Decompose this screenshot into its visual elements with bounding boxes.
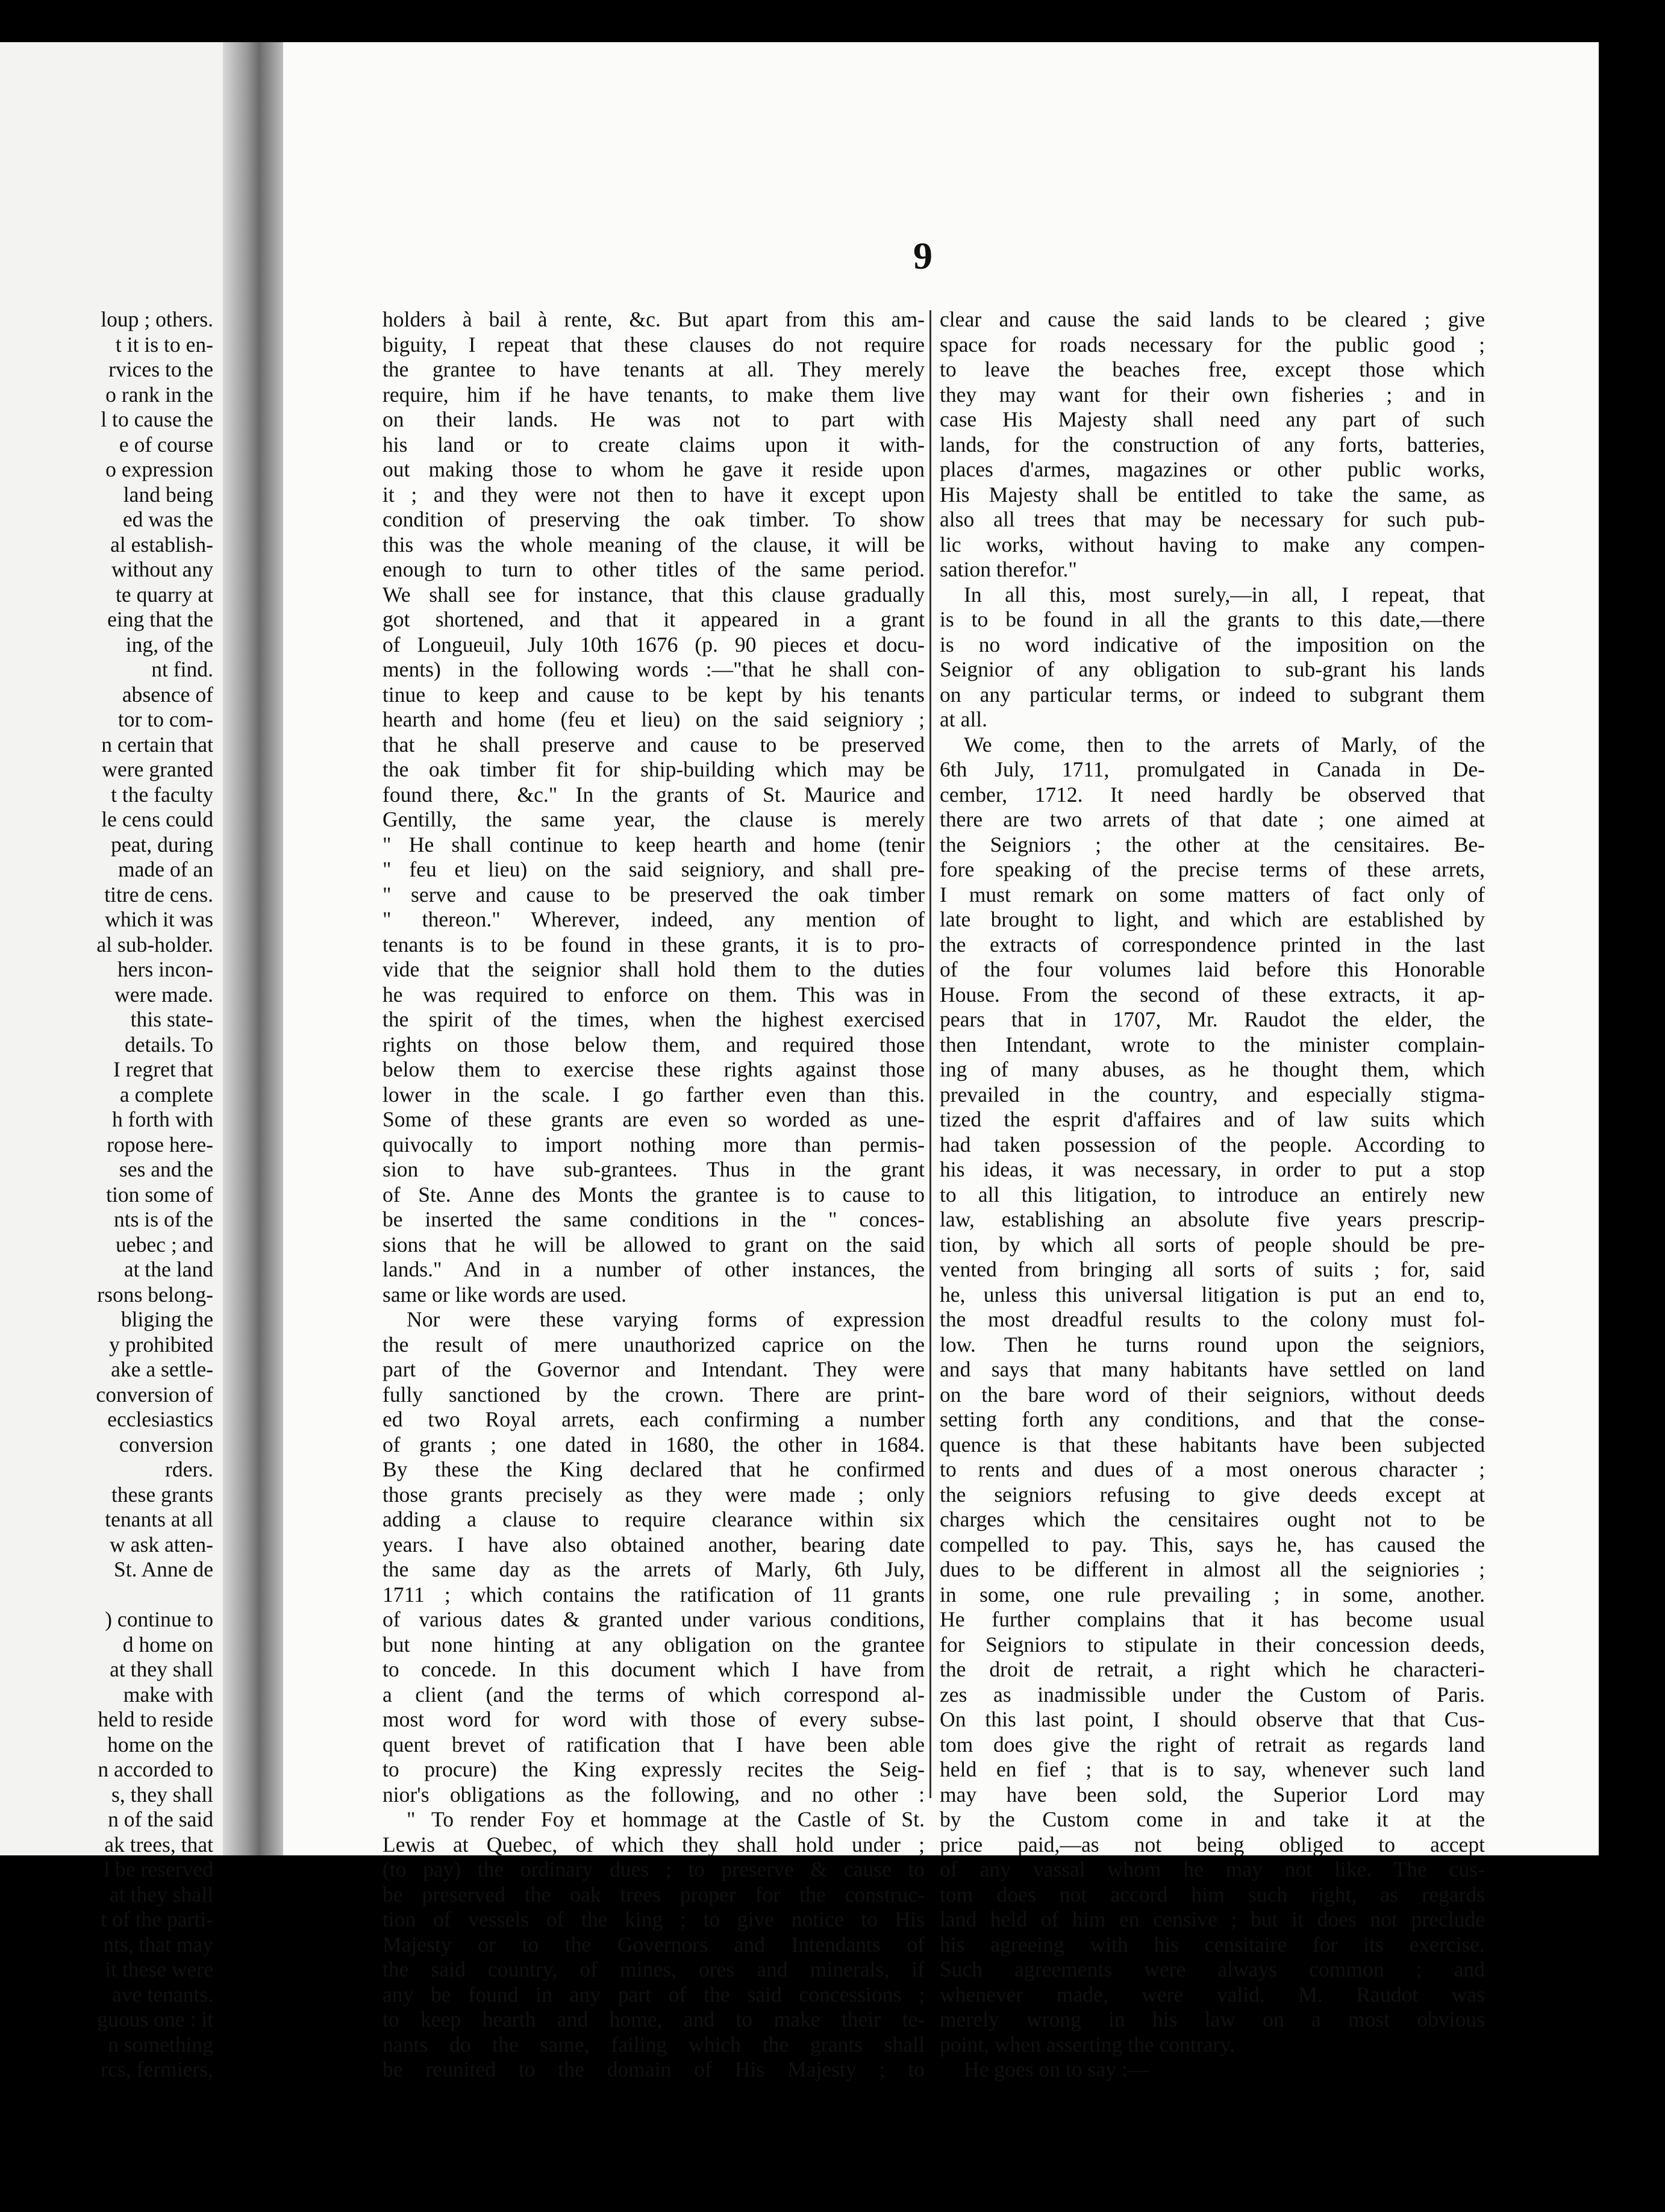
text-line: be preserved the oak trees proper for the construc- — [383, 1882, 925, 1907]
text-line: the result of mere unauthorized caprice on the — [383, 1332, 925, 1357]
previous-page-fragment — [0, 42, 223, 2081]
fragment-line: n something — [108, 2032, 213, 2057]
fragment-line: t it is to en- — [115, 332, 213, 357]
fragment-line: e of course — [119, 432, 213, 457]
text-line: space for roads necessary for the public good ; — [940, 332, 1485, 357]
fragment-line: nts, that may — [103, 1932, 213, 1957]
text-line: tion, by which all sorts of people should be pre- — [940, 1232, 1485, 1257]
text-line: Some of these grants are even so worded as une- — [383, 1107, 925, 1131]
text-line: ed two Royal arrets, each confirming a number — [383, 1407, 925, 1431]
text-line: vented from bringing all sorts of suits ; for, said — [940, 1257, 1485, 1281]
text-line: price paid,—as not being obliged to accept — [940, 1832, 1485, 1857]
fragment-line: hers incon- — [117, 957, 213, 981]
text-line: His Majesty shall be entitled to take the same, as — [940, 482, 1485, 507]
fragment-line: made of an — [117, 857, 213, 881]
fragment-line: w ask atten- — [110, 1532, 213, 1557]
text-line: lower in the scale. I go farther even than this. — [383, 1082, 925, 1107]
text-line: holders à bail à rente, &c. But apart from this am- — [383, 307, 925, 331]
text-line: biguity, I repeat that these clauses do not require — [383, 332, 925, 357]
text-line: sation therefor." — [940, 557, 1077, 581]
text-line: at all. — [940, 707, 988, 731]
text-line: is to be found in all the grants to this date,—there — [940, 607, 1485, 631]
text-line: but none hinting at any obligation on the grantee — [383, 1632, 925, 1657]
text-line: on the bare word of their seigniors, without deeds — [940, 1382, 1485, 1407]
text-line: for Seigniors to stipulate in their concession deeds, — [940, 1632, 1485, 1657]
text-line: found there, &c." In the grants of St. Maurice and — [383, 782, 925, 807]
text-line: out making those to whom he gave it reside upon — [383, 457, 925, 481]
text-line: He further complains that it has become usual — [940, 1607, 1485, 1631]
text-line: tinue to keep and cause to be kept by his tenants — [383, 682, 925, 707]
fragment-line: le cens could — [101, 807, 213, 831]
text-line: 1711 ; which contains the ratification of 11 grants — [383, 1582, 925, 1607]
text-line: ments) in the following words :—"that he shall con- — [383, 657, 925, 681]
fragment-line: land being — [123, 482, 213, 507]
fragment-line: eing that the — [107, 607, 213, 631]
fragment-line: were made. — [114, 982, 213, 1007]
text-line: nior's obligations as the following, and no other : — [383, 1782, 925, 1807]
text-line: places d'armes, magazines or other public works, — [940, 457, 1485, 481]
fragment-line: n accorded to — [98, 1757, 213, 1781]
current-page — [283, 42, 1599, 2081]
text-line: quence is that these habitants have been subjected — [940, 1432, 1485, 1457]
fragment-line: n of the said — [108, 1807, 213, 1831]
text-line: Nor were these varying forms of expression — [407, 1307, 925, 1331]
text-line: to procure) the King expressly recites the Seig- — [383, 1757, 925, 1781]
fragment-line — [0, 1582, 213, 1608]
text-line: condition of preserving the oak timber. To show — [383, 507, 925, 531]
fragment-line: nt find. — [151, 657, 213, 681]
fragment-line: titre de cens. — [104, 882, 213, 907]
text-line: he was required to enforce on them. This was in — [383, 982, 925, 1007]
text-line: of any vassal whom he may not like. The cus- — [940, 1857, 1485, 1881]
fragment-line: ed was the — [122, 507, 213, 531]
fragment-line: o rank in the — [105, 382, 213, 407]
text-line: vide that the seignior shall hold them to the duties — [383, 957, 925, 981]
fragment-line: home on the — [107, 1732, 213, 1757]
text-line: " thereon." Wherever, indeed, any mention of — [383, 907, 925, 931]
fragment-line: s, they shall — [111, 1782, 213, 1807]
fragment-line: rcs, fermiers, — [101, 2057, 213, 2081]
book-gutter — [223, 42, 283, 1855]
fragment-line: tor to com- — [117, 707, 213, 731]
text-line: any be found in any part of the said concessions ; — [383, 1982, 925, 2007]
text-line: held en fief ; that is to say, whenever such land — [940, 1757, 1485, 1781]
fragment-line: d home on — [122, 1632, 213, 1657]
text-line: " He shall continue to keep hearth and home (tenir — [383, 832, 925, 857]
fragment-line: which it was — [105, 907, 213, 931]
fragment-line: peat, during — [111, 832, 213, 857]
text-line: to rents and dues of a most onerous character ; — [940, 1457, 1485, 1481]
text-line: lic works, without having to make any compen- — [940, 532, 1485, 557]
fragment-line: without any — [111, 557, 213, 581]
fragment-line: conversion of — [96, 1382, 213, 1407]
text-line: of various dates & granted under various conditions, — [383, 1607, 925, 1631]
text-line: years. I have also obtained another, bearing date — [383, 1532, 925, 1557]
previous-page-text-column — [0, 307, 213, 2082]
text-column-right — [940, 307, 1485, 2082]
fragment-line: uebec ; and — [116, 1232, 213, 1257]
fragment-line: al sub-holder. — [96, 932, 213, 957]
text-line: tom does not accord him such right, as regards — [940, 1882, 1485, 1907]
text-line: law, establishing an absolute five years prescrip- — [940, 1207, 1485, 1231]
fragment-line: t of the parti- — [101, 1907, 213, 1931]
text-line: his agreeing with his censitaire for its exercise. — [940, 1932, 1485, 1957]
text-line: Gentilly, the same year, the clause is merely — [383, 807, 925, 831]
text-line: then Intendant, wrote to the minister complain- — [940, 1032, 1485, 1057]
fragment-line: absence of — [122, 682, 213, 707]
text-line: below them to exercise these rights against those — [383, 1057, 925, 1081]
fragment-line: ses and the — [119, 1157, 213, 1181]
text-line: be reunited to the domain of His Majesty ; to — [383, 2057, 925, 2081]
fragment-line: te quarry at — [116, 582, 213, 607]
text-line: late brought to light, and which are established by — [940, 907, 1485, 931]
text-line: of Ste. Anne des Monts the grantee is to cause to — [383, 1182, 925, 1207]
fragment-line: t the faculty — [111, 782, 213, 807]
text-line: We come, then to the arrets of Marly, of the — [964, 732, 1485, 757]
text-line: land held of him en censive ; but it does not preclude — [940, 1907, 1485, 1931]
text-line: I must remark on some matters of fact only of — [940, 882, 1485, 907]
fragment-line: ak trees, that — [104, 1832, 213, 1857]
text-line: of the four volumes laid before this Honorable — [940, 957, 1485, 981]
text-line: fore speaking of the precise terms of these arrets, — [940, 857, 1485, 881]
text-line: case His Majesty shall need any part of such — [940, 407, 1485, 431]
text-line: whenever made, were valid. M. Raudot was — [940, 1982, 1485, 2007]
fragment-line: guous one : it — [97, 2007, 213, 2031]
text-line: compelled to pay. This, says he, has caused the — [940, 1532, 1485, 1557]
fragment-line: this state- — [130, 1007, 213, 1031]
fragment-line: bliging the — [120, 1307, 213, 1331]
fragment-line: loup ; others. — [101, 307, 213, 331]
text-line: the same day as the arrets of Marly, 6th July, — [383, 1557, 925, 1581]
fragment-line: held to reside — [98, 1707, 213, 1731]
text-line: the extracts of correspondence printed in the last — [940, 932, 1485, 957]
fragment-line: y prohibited — [109, 1332, 213, 1357]
text-line: in some, one rule prevailing ; in some, another. — [940, 1582, 1485, 1607]
fragment-line: St. Anne de — [113, 1557, 213, 1581]
text-line: the droit de retrait, a right which he characteri- — [940, 1657, 1485, 1681]
text-line: the spirit of the times, when the highest exercised — [383, 1007, 925, 1031]
text-line: they may want for their own fisheries ; and in — [940, 382, 1485, 407]
fragment-line: a complete — [119, 1082, 213, 1107]
text-line: nants do the same, failing which the grants shall — [383, 2032, 925, 2057]
text-line: he, unless this universal litigation is put an end to, — [940, 1282, 1485, 1307]
text-line: setting forth any conditions, and that the conse- — [940, 1407, 1485, 1431]
text-line: House. From the second of these extracts, it ap- — [940, 982, 1485, 1007]
fragment-line: rsons belong- — [97, 1282, 213, 1307]
text-line: his ideas, it was necessary, in order to put a stop — [940, 1157, 1485, 1181]
fragment-line: n certain that — [101, 732, 213, 757]
text-line: it ; and they were not then to have it except upon — [383, 482, 925, 507]
text-line: merely wrong in his law on a most obvious — [940, 2007, 1485, 2031]
text-line: enough to turn to other titles of the same period. — [383, 557, 925, 581]
text-line: the oak timber fit for ship-building which may be — [383, 757, 925, 781]
text-line: point, when asserting the contrary. — [940, 2032, 1235, 2057]
fragment-line: at they shall — [110, 1657, 213, 1681]
text-line: ing of many abuses, as he thought them, which — [940, 1057, 1485, 1081]
text-line: tenants is to be found in these grants, it is to pro- — [383, 932, 925, 957]
text-line: tized the esprit d'affaires and of law suits which — [940, 1107, 1485, 1131]
text-line: Lewis at Quebec, of which they shall hold under ; — [383, 1832, 925, 1857]
text-line: the most dreadful results to the colony must fol- — [940, 1307, 1485, 1331]
text-line: pears that in 1707, Mr. Raudot the elder, the — [940, 1007, 1485, 1031]
text-column-left — [383, 307, 925, 2082]
text-line: tom does give the right of retrait as regards land — [940, 1732, 1485, 1757]
text-line: that he shall preserve and cause to be preserved — [383, 732, 925, 757]
fragment-line: make with — [123, 1682, 213, 1707]
column-divider — [929, 310, 931, 1798]
text-line: by the Custom come in and take it at the — [940, 1807, 1485, 1831]
fragment-line: l to cause the — [101, 407, 213, 431]
text-line: In all this, most surely,—in all, I repeat, that — [964, 582, 1485, 607]
text-line: tion of vessels of the king ; to give notice to His — [383, 1907, 925, 1931]
fragment-line: conversion — [119, 1432, 213, 1457]
text-line: We shall see for instance, that this clause gradually — [383, 582, 925, 607]
page-number: 9 — [913, 234, 932, 277]
text-line: on any particular terms, or indeed to subgrant them — [940, 682, 1485, 707]
fragment-line: these grants — [111, 1482, 213, 1507]
text-line: lands." And in a number of other instances, the — [383, 1257, 925, 1281]
text-line: Majesty or to the Governors and Intendants of — [383, 1932, 925, 1957]
fragment-line: it these were — [105, 1957, 213, 1981]
text-line: of Longueuil, July 10th 1676 (p. 90 pieces et docu- — [383, 632, 925, 657]
text-line: sions that he will be allowed to grant on the said — [383, 1232, 925, 1257]
text-line: zes as inadmissible under the Custom of Paris. — [940, 1682, 1485, 1707]
text-line: require, him if he have tenants, to make them live — [383, 382, 925, 407]
text-line: clear and cause the said lands to be cleared ; give — [940, 307, 1485, 331]
text-line: adding a clause to require clearance within six — [383, 1507, 925, 1531]
text-line: " feu et lieu) on the said seigniory, and shall pre- — [383, 857, 925, 881]
text-line: to leave the beaches free, except those which — [940, 357, 1485, 381]
text-line: By these the King declared that he confirmed — [383, 1457, 925, 1481]
text-line: be inserted the same conditions in the " conces- — [383, 1207, 925, 1231]
fragment-line: tenants at all — [105, 1507, 213, 1531]
text-line: got shortened, and that it appeared in a grant — [383, 607, 925, 631]
text-line: also all trees that may be necessary for such pub- — [940, 507, 1485, 531]
text-line: to keep hearth and home, and to make their te- — [383, 2007, 925, 2031]
text-line: hearth and home (feu et lieu) on the said seigniory ; — [383, 707, 925, 731]
fragment-line: were granted — [102, 757, 213, 781]
text-line: Such agreements were always common ; and — [940, 1957, 1485, 1981]
fragment-line: ropose here- — [107, 1132, 213, 1157]
fragment-line: ecclesiastics — [107, 1407, 213, 1431]
fragment-line: rders. — [164, 1457, 213, 1481]
fragment-line: tion some of — [106, 1182, 213, 1207]
text-line: cember, 1712. It need hardly be observed that — [940, 782, 1485, 807]
text-line: quivocally to import nothing more than permis- — [383, 1132, 925, 1157]
text-line: a client (and the terms of which correspond al- — [383, 1682, 925, 1707]
text-line: charges which the censitaires ought not to be — [940, 1507, 1485, 1531]
fragment-line: at the land — [123, 1257, 213, 1281]
text-line: and says that many habitants have settled on land — [940, 1357, 1485, 1381]
text-line: part of the Governor and Intendant. They were — [383, 1357, 925, 1381]
fragment-line: details. To — [124, 1032, 213, 1057]
fragment-line: ) continue to — [105, 1607, 213, 1631]
text-line: may have been sold, the Superior Lord may — [940, 1782, 1485, 1807]
text-line: the said country, of mines, ores and minerals, if — [383, 1957, 925, 1981]
text-line: On this last point, I should observe that that Cus- — [940, 1707, 1485, 1731]
text-line: the grantee to have tenants at all. They merely — [383, 357, 925, 381]
text-line: 6th July, 1711, promulgated in Canada in De- — [940, 757, 1485, 781]
fragment-line: ave tenants. — [112, 1982, 213, 2007]
fragment-line: ing, of the — [125, 632, 213, 657]
text-line: his land or to create claims upon it with- — [383, 432, 925, 457]
fragment-line: I regret that — [113, 1057, 213, 1081]
fragment-line: at they shall — [110, 1882, 213, 1907]
text-line: the seigniors refusing to give deeds except at — [940, 1482, 1485, 1507]
text-line: of grants ; one dated in 1680, the other in 1684. — [383, 1432, 925, 1457]
text-line: same or like words are used. — [383, 1282, 627, 1307]
fragment-line: h forth with — [112, 1107, 213, 1131]
text-line: to all this litigation, to introduce an entirely new — [940, 1182, 1485, 1207]
text-line: dues to be different in almost all the seigniories ; — [940, 1557, 1485, 1581]
text-line: quent brevet of ratification that I have been able — [383, 1732, 925, 1757]
text-line: low. Then he turns round upon the seigniors, — [940, 1332, 1485, 1357]
text-line: most word for word with those of every subse- — [383, 1707, 925, 1731]
text-line: " To render Foy et hommage at the Castle of St. — [407, 1807, 925, 1831]
fragment-line: al establish- — [110, 532, 213, 557]
fragment-line: o expression — [105, 457, 213, 481]
text-line: had taken possession of the people. According to — [940, 1132, 1485, 1157]
text-line: the Seigniors ; the other at the censitaires. Be- — [940, 832, 1485, 857]
fragment-line: rvices to the — [108, 357, 213, 381]
text-line: lands, for the construction of any forts, batteries, — [940, 432, 1485, 457]
text-line: fully sanctioned by the crown. There are print- — [383, 1382, 925, 1407]
text-line: those grants precisely as they were made ; only — [383, 1482, 925, 1507]
text-line: Seignior of any obligation to sub-grant his lands — [940, 657, 1485, 681]
fragment-line: ake a settle- — [111, 1357, 213, 1381]
text-line: (to pay) the ordinary dues ; to preserve & cause to — [383, 1857, 925, 1881]
text-line: on their lands. He was not to part with — [383, 407, 925, 431]
text-line: prevailed in the country, and especially stigma- — [940, 1082, 1485, 1107]
fragment-line: nts is of the — [113, 1207, 213, 1231]
fragment-line: l be reserved — [104, 1857, 213, 1881]
text-line: this was the whole meaning of the clause, it will be — [383, 532, 925, 557]
text-line: sion to have sub-grantees. Thus in the grant — [383, 1157, 925, 1181]
text-line: to concede. In this document which I have from — [383, 1657, 925, 1681]
text-line: is no word indicative of the imposition on the — [940, 632, 1485, 657]
text-line: there are two arrets of that date ; one aimed at — [940, 807, 1485, 831]
text-line: " serve and cause to be preserved the oak timber — [383, 882, 925, 907]
text-line: He goes on to say :— — [964, 2057, 1149, 2081]
text-line: rights on those below them, and required those — [383, 1032, 925, 1057]
